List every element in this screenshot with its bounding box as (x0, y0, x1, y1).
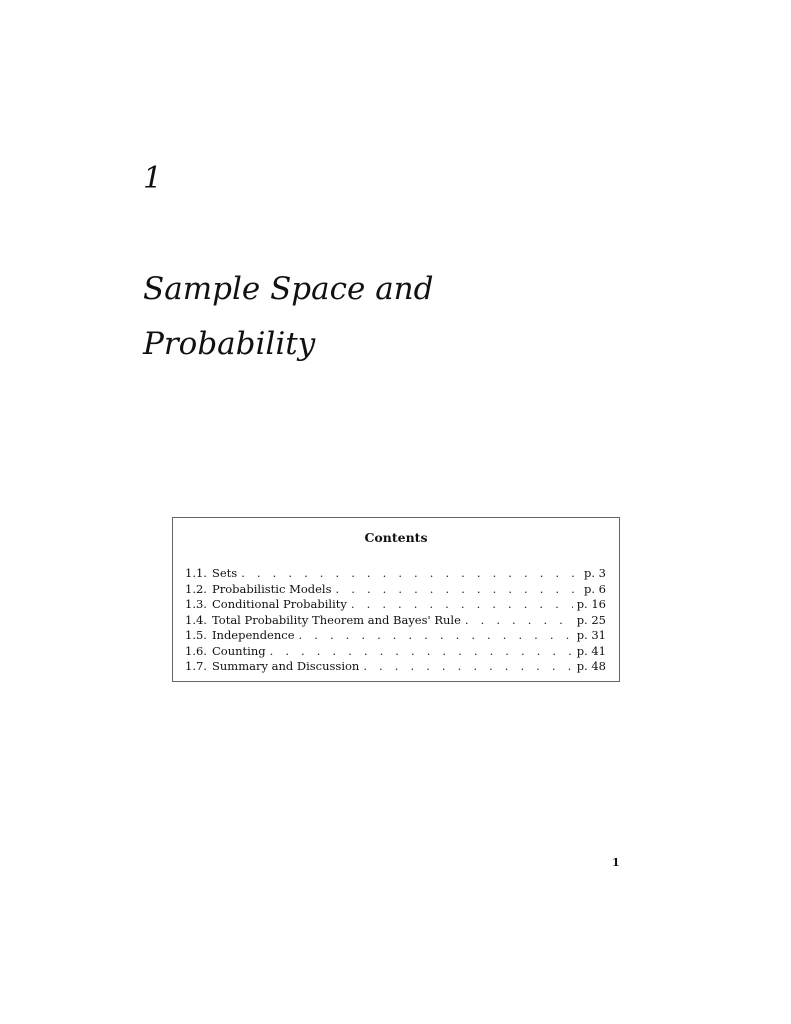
toc-entry-number: 1.7. (185, 659, 207, 673)
toc-entry-title: Summary and Discussion (212, 659, 360, 673)
toc-entry[interactable] (185, 597, 606, 613)
toc-entry-title: Conditional Probability (212, 597, 347, 611)
toc-entry-page: p. 3 (584, 566, 606, 580)
toc-entry[interactable] (185, 582, 606, 598)
toc-entry[interactable] (185, 644, 606, 660)
toc-entry-page: p. 48 (576, 659, 606, 673)
toc-entry-title: Sets (212, 566, 238, 580)
toc-entry-number: 1.1. (185, 566, 207, 580)
toc-entry-number: 1.5. (185, 628, 207, 642)
toc-entry[interactable] (185, 613, 606, 629)
toc-entry-page: p. 41 (576, 643, 606, 658)
chapter-title (143, 262, 563, 372)
chapter-number: 1 (143, 161, 163, 196)
toc-entry-title: Counting (212, 643, 266, 658)
toc-dot-leader (299, 628, 573, 642)
toc-dot-leader (270, 644, 573, 658)
toc-entry[interactable] (185, 628, 606, 644)
toc-entry[interactable] (185, 566, 606, 582)
toc-dot-leader (363, 659, 572, 673)
contents-heading: Contents (364, 530, 428, 545)
page-number: 1 (612, 856, 620, 869)
toc-entry-page: p. 6 (584, 581, 606, 596)
toc-entry-page: p. 31 (576, 628, 606, 642)
toc-entry[interactable] (185, 659, 606, 675)
chapter-title-line2: Probability (143, 326, 316, 362)
toc-dot-leader (336, 582, 580, 596)
toc-dot-leader (351, 597, 573, 611)
toc-entry-number: 1.6. (185, 643, 207, 658)
toc-entry-page: p. 25 (576, 612, 606, 627)
contents-list (185, 566, 606, 675)
toc-entry-page: p. 16 (576, 597, 606, 611)
toc-dot-leader (465, 613, 573, 627)
toc-entry-number: 1.4. (185, 612, 207, 627)
toc-entry-title: Total Probability Theorem and Bayes' Rule (212, 612, 461, 627)
toc-entry-number: 1.2. (185, 581, 207, 596)
toc-entry-number: 1.3. (185, 597, 207, 611)
toc-dot-leader (241, 566, 580, 580)
toc-entry-title: Independence (212, 628, 295, 642)
chapter-title-line1: Sample Space and (143, 271, 434, 307)
toc-entry-title: Probabilistic Models (212, 581, 332, 596)
contents-box (172, 517, 620, 682)
